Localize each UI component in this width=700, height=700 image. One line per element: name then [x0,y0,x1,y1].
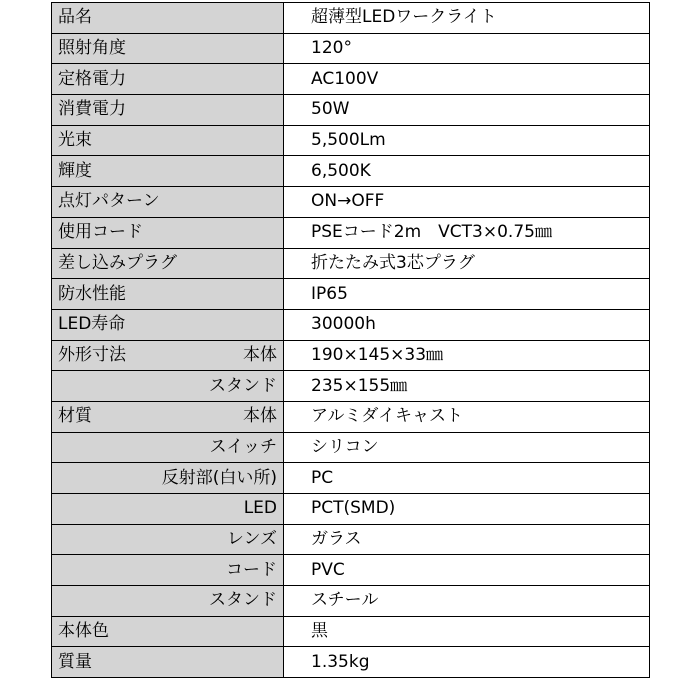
spec-value: ON→OFF [284,187,650,218]
dimensions-row [52,371,650,402]
material-value: PCT(SMD) [284,494,650,525]
spec-row [52,217,650,248]
material-group-label: 材質 [58,406,92,427]
spec-label: 光束 [52,125,284,156]
material-row [52,524,650,555]
material-row [52,401,650,432]
spec-value: 折たたみ式3芯プラグ [284,248,650,279]
spec-row [52,3,650,34]
spec-value: 超薄型LEDワークライト [284,3,650,34]
material-label [52,401,284,432]
material-row [52,432,650,463]
spec-value: AC100V [284,64,650,95]
material-value: PC [284,463,650,494]
material-sub-label: レンズ [52,524,284,555]
spec-label: 防水性能 [52,279,284,310]
spec-label: LED寿命 [52,309,284,340]
spec-label: 品名 [52,3,284,34]
dimensions-value: 190×145×33㎜ [284,340,650,371]
dimensions-sub-label: スタンド [52,371,284,402]
dimensions-value: 235×155㎜ [284,371,650,402]
spec-label: 輝度 [52,156,284,187]
material-sub-label: 反射部(白い所) [52,463,284,494]
material-sub-label: スタンド [52,586,284,617]
spec-value: 120° [284,33,650,64]
spec-table [51,2,650,678]
spec-row [52,156,650,187]
dimensions-label [52,340,284,371]
dimensions-sub-label: 本体 [243,344,277,365]
spec-label: 照射角度 [52,33,284,64]
spec-row [52,309,650,340]
material-sub-label: 本体 [243,406,277,427]
spec-value: 50W [284,95,650,126]
material-value: ガラス [284,524,650,555]
spec-value: 6,500K [284,156,650,187]
material-row [52,555,650,586]
spec-row [52,187,650,218]
spec-value: 30000h [284,309,650,340]
spec-value: IP65 [284,279,650,310]
dimensions-group-label: 外形寸法 [58,344,126,365]
dimensions-row [52,340,650,371]
material-sub-label: LED [52,494,284,525]
material-sub-label: コード [52,555,284,586]
spec-label: 質量 [52,647,284,678]
spec-row [52,279,650,310]
material-sub-label: スイッチ [52,432,284,463]
spec-label: 点灯パターン [52,187,284,218]
spec-label: 使用コード [52,217,284,248]
spec-value: 1.35kg [284,647,650,678]
material-row [52,494,650,525]
spec-label: 定格電力 [52,64,284,95]
material-row [52,586,650,617]
material-row [52,463,650,494]
spec-value: 5,500Lm [284,125,650,156]
spec-row [52,64,650,95]
spec-row [52,95,650,126]
spec-row [52,647,650,678]
spec-row [52,616,650,647]
spec-label: 差し込みプラグ [52,248,284,279]
material-value: スチール [284,586,650,617]
spec-label: 本体色 [52,616,284,647]
spec-row [52,125,650,156]
material-value: シリコン [284,432,650,463]
spec-value: PSEコード2m VCT3×0.75㎜ [284,217,650,248]
spec-label: 消費電力 [52,95,284,126]
spec-row [52,248,650,279]
spec-value: 黒 [284,616,650,647]
material-value: アルミダイキャスト [284,401,650,432]
material-value: PVC [284,555,650,586]
spec-row [52,33,650,64]
